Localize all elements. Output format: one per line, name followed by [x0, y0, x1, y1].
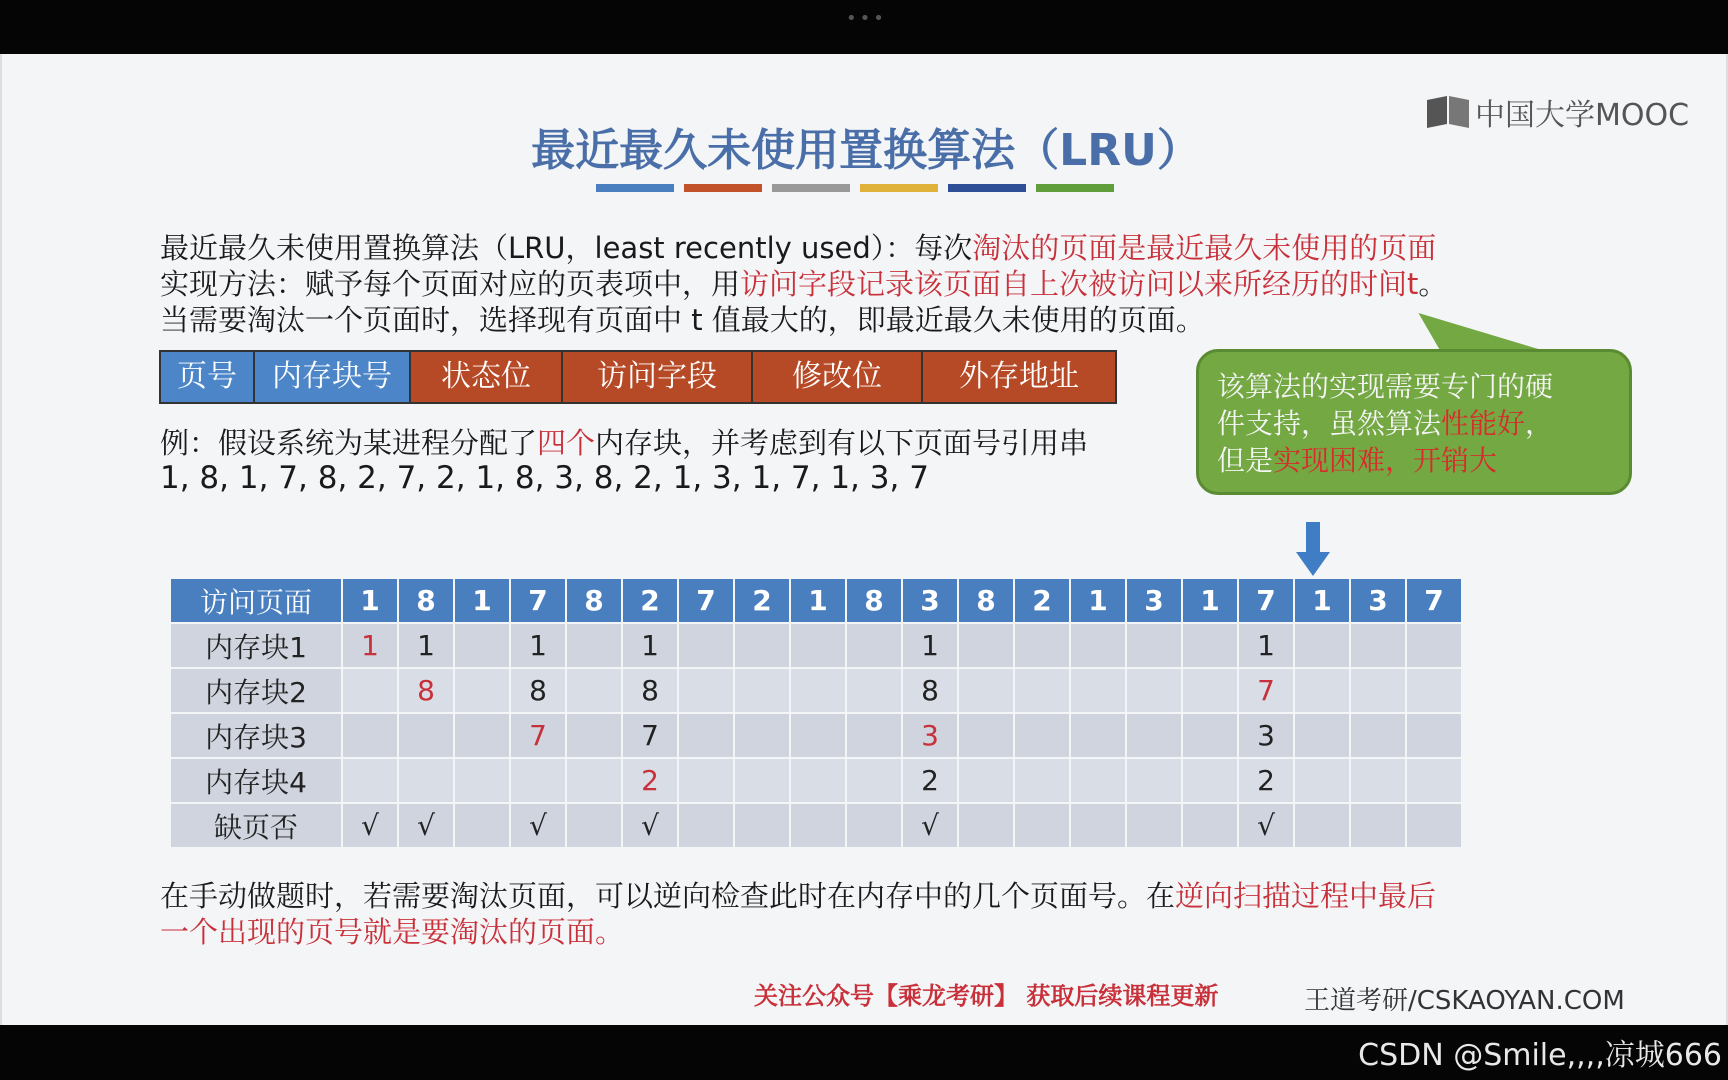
table-cell — [678, 713, 734, 758]
table-cell: √ — [342, 803, 398, 848]
table-cell: 1 — [342, 623, 398, 668]
example-highlight: 四个 — [537, 426, 596, 460]
page-ref-header: 8 — [846, 578, 902, 623]
bubble-line-1: 该算法的实现需要专门的硬 — [1217, 370, 1554, 403]
bubble-line-2 — [1217, 405, 1611, 442]
table-cell — [1070, 758, 1126, 803]
table-cell — [1182, 803, 1238, 848]
field-status-bit: 状态位 — [411, 352, 563, 402]
table-cell — [566, 803, 622, 848]
intro-highlight: 访问字段记录该页面自上次被访问以来所经历的时间t — [740, 267, 1419, 301]
table-cell: √ — [510, 803, 566, 848]
table-cell — [1406, 713, 1462, 758]
table-row — [170, 623, 1462, 668]
down-arrow-icon — [1296, 522, 1330, 580]
table-cell — [958, 668, 1014, 713]
row-label: 内存块3 — [170, 713, 342, 758]
page-ref-header: 8 — [566, 578, 622, 623]
window-dots-icon[interactable]: ••• — [846, 8, 887, 29]
table-cell — [1182, 668, 1238, 713]
table-cell — [1294, 623, 1350, 668]
page-ref-header: 3 — [902, 578, 958, 623]
intro-text: 最近最久未使用置换算法（LRU，least recently used）：每次 — [160, 231, 973, 265]
table-cell: √ — [398, 803, 454, 848]
footer-promo: 关注公众号【乘龙考研】 获取后续课程更新 — [754, 982, 1219, 1010]
page-ref-header: 1 — [1294, 578, 1350, 623]
table-cell — [398, 713, 454, 758]
reference-string: 1, 8, 1, 7, 8, 2, 7, 2, 1, 8, 3, 8, 2, 1, 3, 1, 7, 1, 3, 7 — [160, 460, 929, 496]
note-bubble — [1196, 349, 1632, 495]
table-cell — [958, 803, 1014, 848]
color-bar — [772, 184, 850, 192]
table-cell — [1070, 623, 1126, 668]
table-cell: 8 — [510, 668, 566, 713]
table-cell: 1 — [510, 623, 566, 668]
table-cell — [1070, 803, 1126, 848]
table-cell: 3 — [1238, 713, 1294, 758]
table-cell — [1014, 623, 1070, 668]
table-cell — [790, 713, 846, 758]
table-header-label: 访问页面 — [170, 578, 342, 623]
example-text: 内存块，并考虑到有以下页面号引用串 — [595, 426, 1089, 460]
intro-text: 。 — [1418, 267, 1448, 301]
row-label: 缺页否 — [170, 803, 342, 848]
row-label: 内存块1 — [170, 623, 342, 668]
table-cell: 8 — [622, 668, 678, 713]
color-bar — [860, 184, 938, 192]
table-cell — [566, 623, 622, 668]
table-cell — [566, 713, 622, 758]
color-bar — [596, 184, 674, 192]
table-cell — [1126, 668, 1182, 713]
table-cell — [734, 803, 790, 848]
page-ref-header: 7 — [510, 578, 566, 623]
table-cell — [1182, 713, 1238, 758]
bubble-text: ， — [1525, 407, 1554, 440]
table-cell — [678, 758, 734, 803]
page-ref-header: 1 — [1182, 578, 1238, 623]
table-cell: √ — [1238, 803, 1294, 848]
table-cell — [454, 803, 510, 848]
slide — [0, 54, 1728, 1025]
bottom-line-2: 一个出现的页号就是要淘汰的页面。 — [160, 915, 625, 949]
table-cell — [454, 623, 510, 668]
table-cell — [1294, 803, 1350, 848]
table-cell — [1014, 668, 1070, 713]
table-cell — [846, 668, 902, 713]
table-cell — [342, 758, 398, 803]
bottom-line-1 — [160, 874, 1436, 915]
top-bar — [0, 0, 1728, 54]
table-cell — [1350, 803, 1406, 848]
table-cell — [454, 713, 510, 758]
table-cell — [1014, 758, 1070, 803]
table-cell — [846, 623, 902, 668]
field-access-field: 访问字段 — [563, 352, 753, 402]
table-cell — [734, 668, 790, 713]
table-cell: 7 — [1238, 668, 1294, 713]
bottom-text: 在手动做题时，若需要淘汰页面，可以逆向检查此时在内存中的几个页面号。在 — [160, 879, 1176, 913]
page-ref-header: 8 — [398, 578, 454, 623]
color-bar — [684, 184, 762, 192]
table-cell — [734, 713, 790, 758]
table-cell: 7 — [510, 713, 566, 758]
table-cell — [1406, 758, 1462, 803]
lru-table — [169, 577, 1463, 849]
table-cell — [1126, 713, 1182, 758]
intro-line-1 — [160, 226, 1436, 267]
table-cell — [1126, 803, 1182, 848]
table-cell — [846, 713, 902, 758]
row-label: 内存块2 — [170, 668, 342, 713]
table-cell — [1294, 713, 1350, 758]
table-cell — [1294, 758, 1350, 803]
page-ref-header: 3 — [1126, 578, 1182, 623]
table-cell — [1182, 623, 1238, 668]
example-text: 例：假设系统为某进程分配了 — [160, 426, 538, 460]
intro-line-3: 当需要淘汰一个页面时，选择现有页面中 t 值最大的，即最近最久未使用的页面。 — [160, 303, 1205, 337]
page-ref-header: 3 — [1350, 578, 1406, 623]
table-cell — [510, 758, 566, 803]
table-cell: 2 — [622, 758, 678, 803]
table-cell — [1070, 668, 1126, 713]
table-cell — [566, 668, 622, 713]
table-cell — [398, 758, 454, 803]
bubble-text: 件支持，虽然算法 — [1217, 407, 1442, 440]
table-cell — [678, 803, 734, 848]
page-table-fields — [159, 350, 1117, 404]
table-cell — [342, 668, 398, 713]
mooc-logo-text: 中国大学MOOC — [1475, 98, 1690, 133]
intro-line-2 — [160, 262, 1447, 303]
color-bar — [1036, 184, 1114, 192]
bubble-highlight: 实现困难，开销大 — [1273, 444, 1498, 477]
table-cell — [1182, 758, 1238, 803]
bubble-text: 但是 — [1217, 444, 1274, 477]
table-cell — [1126, 623, 1182, 668]
table-cell — [1350, 713, 1406, 758]
field-external-address: 外存地址 — [923, 352, 1115, 402]
bubble-line-3 — [1217, 442, 1611, 479]
page-ref-header: 7 — [678, 578, 734, 623]
table-cell — [1126, 758, 1182, 803]
table-cell — [958, 623, 1014, 668]
slide-title: 最近最久未使用置换算法（LRU） — [531, 125, 1201, 176]
field-block-number: 内存块号 — [255, 352, 411, 402]
table-cell — [846, 803, 902, 848]
table-cell — [958, 713, 1014, 758]
page-ref-header: 2 — [734, 578, 790, 623]
table-cell: √ — [622, 803, 678, 848]
table-cell: 3 — [902, 713, 958, 758]
table-cell — [1350, 758, 1406, 803]
table-cell: 2 — [1238, 758, 1294, 803]
page-ref-header: 8 — [958, 578, 1014, 623]
page-ref-header: 7 — [1406, 578, 1462, 623]
table-cell: √ — [902, 803, 958, 848]
table-cell — [1014, 803, 1070, 848]
table-cell: 1 — [902, 623, 958, 668]
table-cell — [1406, 623, 1462, 668]
table-cell — [678, 623, 734, 668]
table-cell: 7 — [622, 713, 678, 758]
table-cell — [790, 623, 846, 668]
table-cell — [1406, 668, 1462, 713]
table-cell — [678, 668, 734, 713]
page-ref-header: 1 — [1070, 578, 1126, 623]
example-line-1 — [160, 421, 1088, 462]
table-cell — [1014, 713, 1070, 758]
table-row — [170, 758, 1462, 803]
page-ref-header: 2 — [1014, 578, 1070, 623]
intro-highlight: 淘汰的页面是最近最久未使用的页面 — [972, 231, 1437, 265]
table-cell — [1350, 623, 1406, 668]
color-bar — [948, 184, 1026, 192]
bubble-highlight: 性能好 — [1441, 407, 1526, 440]
table-cell — [454, 668, 510, 713]
table-cell — [734, 758, 790, 803]
table-cell — [566, 758, 622, 803]
table-cell — [1070, 713, 1126, 758]
table-row — [170, 668, 1462, 713]
table-cell — [1294, 668, 1350, 713]
table-cell: 2 — [902, 758, 958, 803]
table-cell — [734, 623, 790, 668]
page-ref-header: 7 — [1238, 578, 1294, 623]
table-cell: 8 — [398, 668, 454, 713]
table-cell — [790, 668, 846, 713]
table-cell — [790, 803, 846, 848]
table-cell — [342, 713, 398, 758]
table-header-row — [170, 578, 1462, 623]
intro-text: 实现方法：赋予每个页面对应的页表项中，用 — [160, 267, 741, 301]
field-page-number: 页号 — [161, 352, 255, 402]
page-ref-header: 2 — [622, 578, 678, 623]
page-ref-header: 1 — [342, 578, 398, 623]
row-label: 内存块4 — [170, 758, 342, 803]
page-ref-header: 1 — [790, 578, 846, 623]
bottom-highlight: 逆向扫描过程中最后 — [1175, 879, 1437, 913]
bubble-tail — [1418, 313, 1551, 353]
page-ref-header: 1 — [454, 578, 510, 623]
table-cell: 8 — [902, 668, 958, 713]
table-cell: 1 — [622, 623, 678, 668]
csdn-watermark: CSDN @Smile,,,,凉城666 — [1358, 1038, 1722, 1073]
table-cell — [846, 758, 902, 803]
table-row — [170, 713, 1462, 758]
table-cell — [958, 758, 1014, 803]
footer-site: 王道考研/CSKAOYAN.COM — [1304, 986, 1625, 1016]
table-cell — [454, 758, 510, 803]
field-modify-bit: 修改位 — [753, 352, 923, 402]
table-cell: 1 — [1238, 623, 1294, 668]
table-cell — [790, 758, 846, 803]
table-cell — [1406, 803, 1462, 848]
table-cell: 1 — [398, 623, 454, 668]
table-row — [170, 803, 1462, 848]
table-cell — [1350, 668, 1406, 713]
title-color-bars — [596, 184, 1114, 192]
